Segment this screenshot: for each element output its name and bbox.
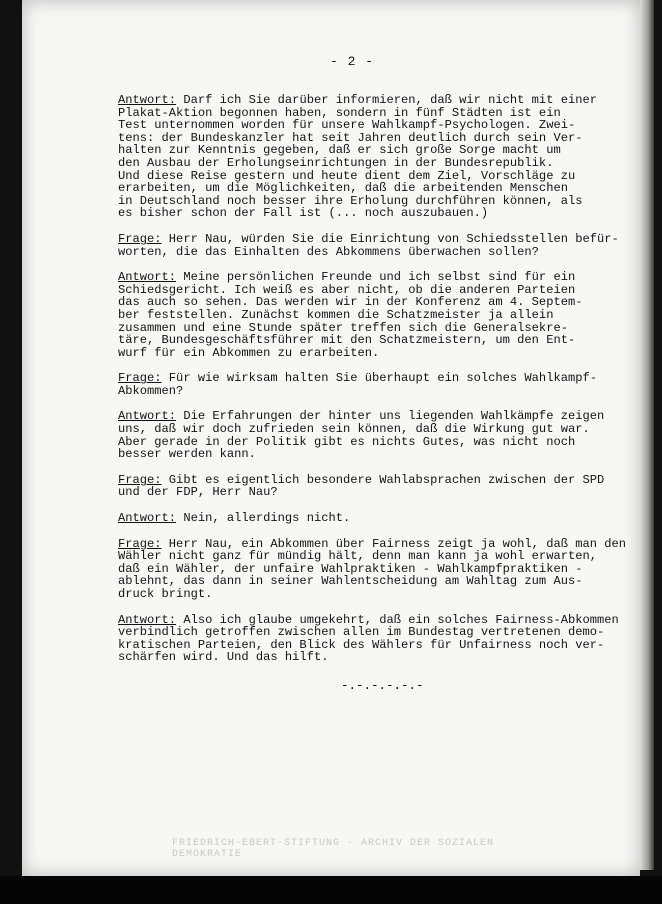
speaker-label: Antwort: <box>118 409 177 424</box>
entry-text: Darf ich Sie darüber informieren, daß wir nicht mit einer Plakat-Aktion begonnen haben, sondern in fünf Städten ist ein Test unternommen worden für unsere Wahlkampf-Psychologen. Zwei- tens: der Bundeskanzler hat seit Jahren deutlich durch sein Ver- halten zur Kenntnis gegeben, daß er sich große Sorge macht um den Ausbau der Erholungseinrichtungen in der Bundesrepublik. Und diese Reise gestern und heute dient dem Ziel, Vorschläge zu erarbeiten, um die Möglichkeiten, daß die arbeitenden Menschen in Deutschland noch besser ihre Erholung durchführen können, als es bisher schon der Fall ist (... noch auszubauen.) <box>118 93 597 221</box>
scan-border <box>0 876 662 904</box>
paper-sheet <box>22 0 640 876</box>
transcript-entry <box>118 538 630 601</box>
transcript-entry <box>118 410 630 460</box>
entry-text: Meine persönlichen Freunde und ich selbst sind für ein Schiedsgericht. Ich weiß es aber nicht, ob die anderen Parteien das auch so sehen. Das werden wir in der Konferenz am 4. Septem- ber feststellen. Zunächst kommen die Schatzmeister ja allein zusammen und eine Stunde später treffen sich die Generalsekre- täre, Bundesgeschäftsführer mit den Schatzmeistern, um den Ent- wurf für ein Abkommen zu erarbeiten. <box>118 270 583 360</box>
transcript-entry <box>118 233 630 258</box>
speaker-label: Antwort: <box>118 612 177 627</box>
transcript-entry <box>118 474 630 499</box>
entry-text: Gibt es eigentlich besondere Wahlabsprachen zwischen der SPD und der FDP, Herr Nau? <box>118 472 605 500</box>
entry-text: Die Erfahrungen der hinter uns liegenden Wahlkämpfe zeigen uns, daß wir doch zufrieden sein können, daß die Wirkung gut war. Aber gerade in der Politik gibt es nichts Gutes, was nicht noch besser werden kann. <box>118 409 605 462</box>
speaker-label: Antwort: <box>118 93 177 107</box>
entry-text: Herr Nau, würden Sie die Einrichtung von Schiedsstellen befür- worten, die das Einhalten des Abkommens überwachen sollen? <box>118 231 619 259</box>
transcript-entry <box>118 614 630 664</box>
speaker-label: Frage: <box>118 371 162 386</box>
transcript-entry <box>118 372 630 397</box>
interview-transcript <box>118 94 630 677</box>
speaker-label: Frage: <box>118 536 162 551</box>
speaker-label: Frage: <box>118 231 162 246</box>
transcript-entry <box>118 94 630 220</box>
entry-text: Nein, allerdings nicht. <box>176 511 351 526</box>
speaker-label: Antwort: <box>118 270 177 285</box>
speaker-label: Antwort: <box>118 511 177 526</box>
archive-footer-stamp: FRIEDRICH-EBERT-STIFTUNG · ARCHIV DER SOZIALEN DEMOKRATIE <box>172 838 495 860</box>
transcript-entry <box>118 512 630 525</box>
entry-text: Für wie wirksam halten Sie überhaupt ein solches Wahlkampf- Abkommen? <box>118 371 597 398</box>
entry-text: Herr Nau, ein Abkommen über Fairness zeigt ja wohl, daß man den Wähler nicht ganz für mündig hält, denn man kann ja wohl erwarten, daß ein Wähler, der unfaire Wahlpraktiken - Wahlkampfpraktiken - ablehnt, das dann in seiner Wahlentscheidung am Wahltag zum Aus- druck bringt. <box>118 536 627 601</box>
entry-text: Also ich glaube umgekehrt, daß ein solches Fairness-Abkommen verbindlich getroffen zwischen allen im Bundestag vertretenen demo- kratischen Parteien, den Blick des Wählers für Unfairness noch ver- schärfen wird. Und das hilft. <box>118 612 619 665</box>
end-of-transcript-mark: -.-.-.-.-.- <box>341 679 424 693</box>
binding-edge <box>640 0 654 870</box>
page-number: - 2 - <box>330 54 375 69</box>
speaker-label: Frage: <box>118 472 162 487</box>
transcript-entry <box>118 271 630 359</box>
